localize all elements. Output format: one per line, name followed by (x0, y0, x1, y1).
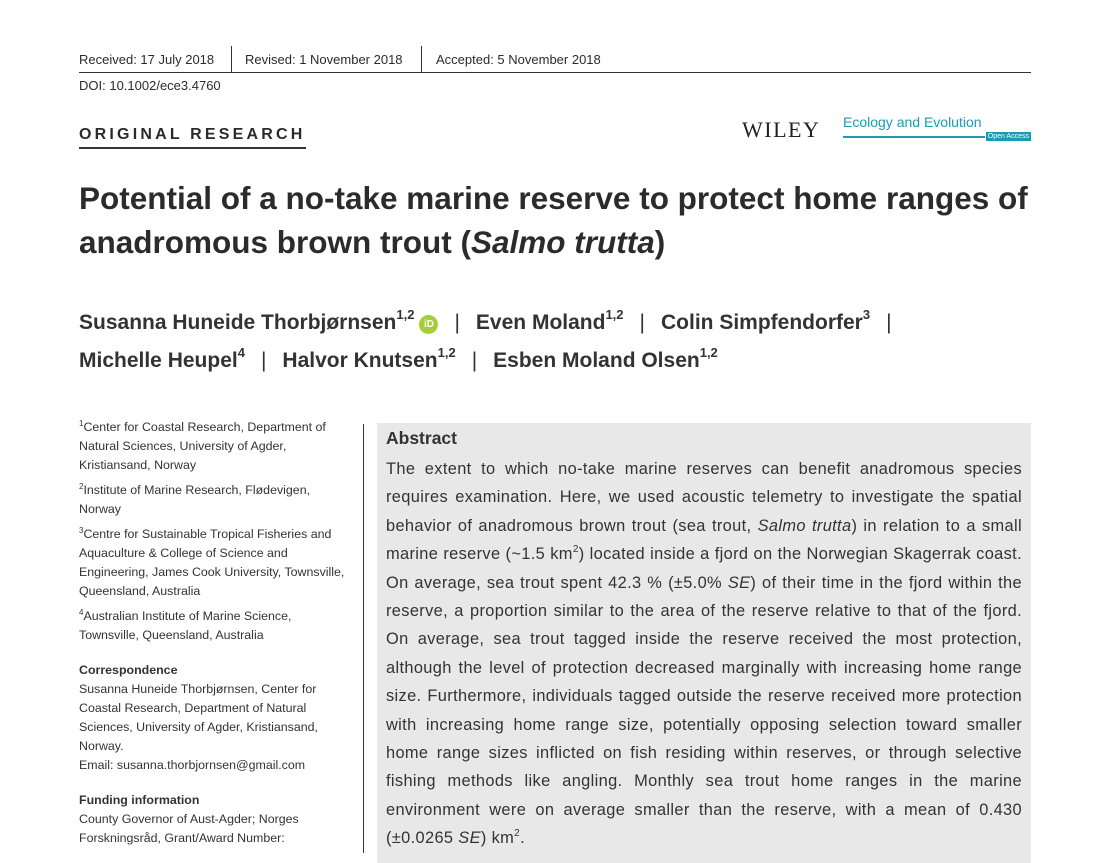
abstract-text: The extent to which no-take marine reserves can benefit anadromous species requires examination. Here, we used acoustic telemetry to investigate the spatial behavior of anadromous brown trout (sea trout, Salmo trutta) in relation to a small marine reserve (~1.5 $km^2$) located inside a fjord on the Norwegian Skagerrak coast. On average, sea trout spent 42.3 % (±5.0% SE) of their time in the fjord within the reserve, a proportion similar to the area of the reserve relative to that of the fjord. On average, sea trout tagged inside the reserve received the most protection, although the level of protection decreased marginally with increasing home range size. Furthermore, individuals tagged outside the reserve received more protection with increasing home range size, potentially opposing selection toward smaller home range sizes inflicted on fish residing within reserves, or through selective fishing methods like angling. Monthly sea trout home ranges in the marine environment were on average smaller than the reserve, with a mean of 0.430 (±0.0265 SE) $km^2$. (386, 460, 1022, 848)
author[interactable]: Michelle Heupel$^4$ (79, 345, 245, 372)
article-title: Potential of a no-take marine reserve to protect home ranges of anadromous brown trout (Salmo trutta) (79, 180, 1028, 260)
doi[interactable]: DOI: 10.1002/ece3.4760 (79, 78, 221, 93)
author[interactable]: Susanna Huneide Thorbjørnsen$^{1,2}$ (79, 307, 415, 334)
column-divider (363, 424, 364, 853)
open-access-badge: Open Access (987, 133, 1029, 140)
date-divider (231, 46, 232, 72)
affiliations-column (79, 418, 349, 848)
funding-text: County Governor of Aust-Agder; Norges Forskningsråd, Grant/Award Number: (79, 812, 299, 845)
affiliation: $^2$Institute of Marine Research, Flødevigen, Norway (79, 482, 311, 516)
accepted-date: Accepted: 5 November 2018 (436, 52, 601, 67)
publication-dates (79, 50, 1031, 73)
journal-name: Ecology and Evolution (843, 114, 982, 130)
revised-date: Revised: 1 November 2018 (245, 52, 403, 67)
publisher-logo: WILEY (742, 117, 821, 142)
affiliation: $^4$Australian Institute of Marine Science, Townsville, Queensland, Australia (79, 608, 292, 642)
received-date: Received: 17 July 2018 (79, 52, 215, 67)
correspondence-text: Susanna Huneide Thorbjørnsen, Center for Coastal Research, Department of Natural Sciences, University of Agder, Kristiansand, Norway. (79, 682, 318, 753)
affiliation: $^1$Center for Coastal Research, Department of Natural Sciences, University of Agder, Kristiansand, Norway (79, 419, 326, 472)
correspondence-heading: Correspondence (79, 663, 178, 677)
section-label: ORIGINAL RESEARCH (79, 126, 306, 149)
author-list: Susanna Huneide Thorbjørnsen$^{1,2}$iD | Even Moland$^{1,2}$ | Colin Simpfendorfer$^3$ | Michelle Heupel$^4$ | Halvor Knutsen$^{1,2}$ | Esben Moland Olsen$^{1,2}$ (79, 307, 892, 372)
species-name: Salmo trutta (470, 224, 655, 260)
funding-heading: Funding information (79, 793, 200, 807)
abstract-box (377, 423, 1031, 863)
author[interactable]: Esben Moland Olsen$^{1,2}$ (493, 345, 718, 372)
journal-underline (843, 136, 985, 138)
journal-logo (843, 114, 1031, 142)
author[interactable]: Even Moland$^{1,2}$ (475, 307, 624, 334)
correspondence-email[interactable]: Email: susanna.thorbjornsen@gmail.com (79, 758, 306, 772)
affiliation: $^3$Centre for Sustainable Tropical Fisheries and Aquaculture & College of Science and Engineering, James Cook University, Townsville, Queensland, Australia (79, 526, 345, 598)
abstract-heading: Abstract (386, 428, 457, 448)
author[interactable]: Colin Simpfendorfer$^3$ (661, 307, 871, 334)
orcid-icon[interactable]: iD (419, 315, 438, 334)
author[interactable]: Halvor Knutsen$^{1,2}$ (282, 345, 456, 372)
date-divider (421, 46, 422, 72)
